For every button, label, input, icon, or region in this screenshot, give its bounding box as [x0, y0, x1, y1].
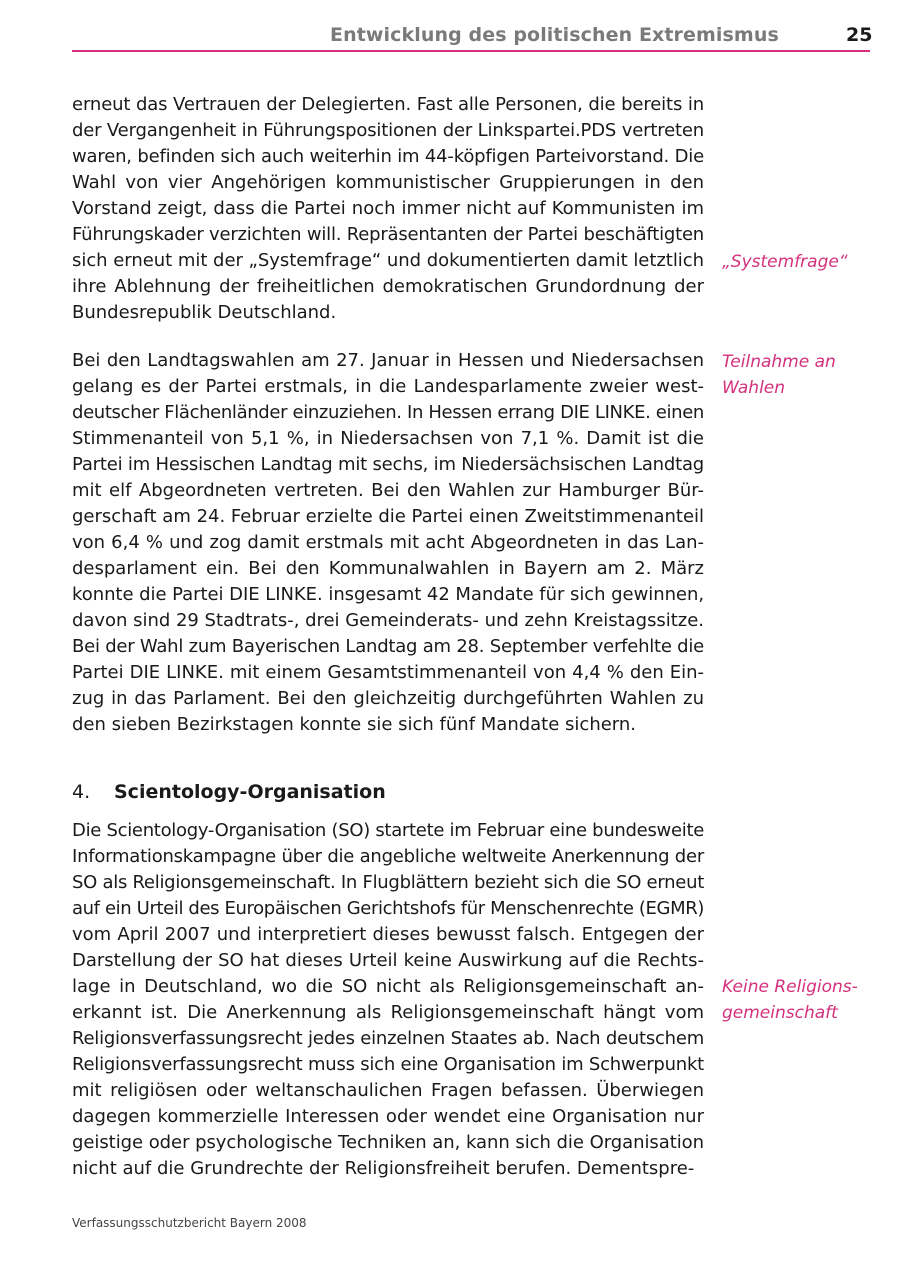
text-line: lage in Deutschland, wo die SO nicht als Religionsgemeinschaft an-	[72, 976, 704, 997]
text-line: geistige oder psychologische Techniken an, kann sich die Organisation	[72, 1132, 704, 1153]
margin-note-text: Teilnahme an	[722, 352, 836, 372]
section-number: 4.	[72, 781, 91, 803]
paragraph-1	[72, 92, 704, 326]
text-line: gelang es der Partei erstmals, in die Landesparlamente zweier west-	[72, 376, 704, 397]
text-line: waren, befinden sich auch weiterhin im 44-köpfigen Parteivorstand. Die	[72, 146, 704, 167]
paragraph-2	[72, 348, 704, 738]
text-line: davon sind 29 Stadtrats-, drei Gemeinderats- und zehn Kreistagssitze.	[72, 610, 704, 631]
margin-note-teilnahme	[722, 349, 872, 401]
section-heading	[72, 779, 386, 805]
text-line: erkannt ist. Die Anerkennung als Religionsgemeinschaft hängt vom	[72, 1002, 704, 1023]
section-title: Scientology-Organisation	[114, 781, 386, 803]
page-number: 25	[846, 24, 873, 46]
text-line: Vorstand zeigt, dass die Partei noch immer nicht auf Kommunisten im	[72, 198, 704, 219]
text-line: konnte die Partei DIE LINKE. insgesamt 42 Mandate für sich gewinnen,	[72, 584, 704, 605]
text-line: zug in das Parlament. Bei den gleichzeitig durchgeführten Wahlen zu	[72, 688, 704, 709]
text-line: Informationskampagne über die angebliche weltweite Anerkennung der	[72, 846, 704, 867]
text-line: Führungskader verzichten will. Repräsentanten der Partei beschäftigten	[72, 224, 705, 245]
margin-note-text: „Systemfrage“	[722, 252, 848, 272]
text-line: vom April 2007 und interpretiert dieses bewusst falsch. Entgegen der	[72, 924, 704, 945]
text-line: erneut das Vertrauen der Delegierten. Fast alle Personen, die bereits in	[72, 94, 704, 115]
text-line: den sieben Bezirkstagen konnte sie sich fünf Mandate sichern.	[72, 714, 637, 735]
margin-note-systemfrage	[722, 249, 872, 275]
text-line: mit elf Abgeordneten vertreten. Bei den Wahlen zur Hamburger Bür-	[72, 480, 704, 501]
text-line: Bei der Wahl zum Bayerischen Landtag am 28. September verfehlte die	[72, 636, 704, 657]
text-line: Partei im Hessischen Landtag mit sechs, im Niedersächsischen Landtag	[72, 454, 704, 475]
text-line: gerschaft am 24. Februar erzielte die Partei einen Zweitstimmenanteil	[72, 506, 704, 527]
text-line: Stimmenanteil von 5,1 %, in Niedersachsen von 7,1 %. Damit ist die	[72, 428, 704, 449]
text-line: der Vergangenheit in Führungspositionen der Linkspartei.PDS vertreten	[72, 120, 704, 141]
header-rule	[72, 50, 870, 52]
text-line: Religionsverfassungsrecht jedes einzelnen Staates ab. Nach deutschem	[72, 1028, 704, 1049]
text-line: deutscher Flächenländer einzuziehen. In Hessen errang DIE LINKE. einen	[72, 402, 704, 423]
text-line: Religionsverfassungsrecht muss sich eine Organisation im Schwerpunkt	[72, 1054, 704, 1075]
margin-note-text: Keine Religions-	[722, 977, 858, 997]
text-line: Partei DIE LINKE. mit einem Gesamtstimmenanteil von 4,4 % den Ein-	[72, 662, 704, 683]
text-line: von 6,4 % und zog damit erstmals mit acht Abgeordneten in das Lan-	[72, 532, 704, 553]
text-line: Bei den Landtagswahlen am 27. Januar in Hessen und Niedersachsen	[72, 350, 704, 371]
text-line: auf ein Urteil des Europäischen Gerichtshofs für Menschenrechte (EGMR)	[72, 898, 704, 919]
text-line: Bundesrepublik Deutschland.	[72, 302, 337, 323]
margin-note-text: Wahlen	[722, 378, 786, 398]
text-line: mit religiösen oder weltanschaulichen Fragen befassen. Überwiegen	[72, 1080, 704, 1101]
paragraph-3	[72, 818, 704, 1182]
text-line: desparlament ein. Bei den Kommunalwahlen in Bayern am 2. März	[72, 558, 704, 579]
text-line: ihre Ablehnung der freiheitlichen demokratischen Grundordnung der	[72, 276, 704, 297]
header-title: Entwicklung des politischen Extremismus	[330, 24, 779, 46]
text-line: Die Scientology-Organisation (SO) startete im Februar eine bundesweite	[72, 820, 704, 841]
footer-text: Verfassungsschutzbericht Bayern 2008	[72, 1216, 307, 1230]
margin-note-text: gemeinschaft	[722, 1003, 838, 1023]
text-line: dagegen kommerzielle Interessen oder wendet eine Organisation nur	[72, 1106, 704, 1127]
text-line: Darstellung der SO hat dieses Urteil keine Auswirkung auf die Rechts-	[72, 950, 704, 971]
text-line: Wahl von vier Angehörigen kommunistischer Gruppierungen in den	[72, 172, 704, 193]
text-line: SO als Religionsgemeinschaft. In Flugblättern bezieht sich die SO erneut	[72, 872, 704, 893]
text-line: nicht auf die Grundrechte der Religionsfreiheit berufen. Dementspre-	[72, 1158, 695, 1179]
text-line: sich erneut mit der „Systemfrage“ und dokumentierten damit letztlich	[72, 250, 704, 271]
margin-note-religion	[722, 974, 872, 1026]
